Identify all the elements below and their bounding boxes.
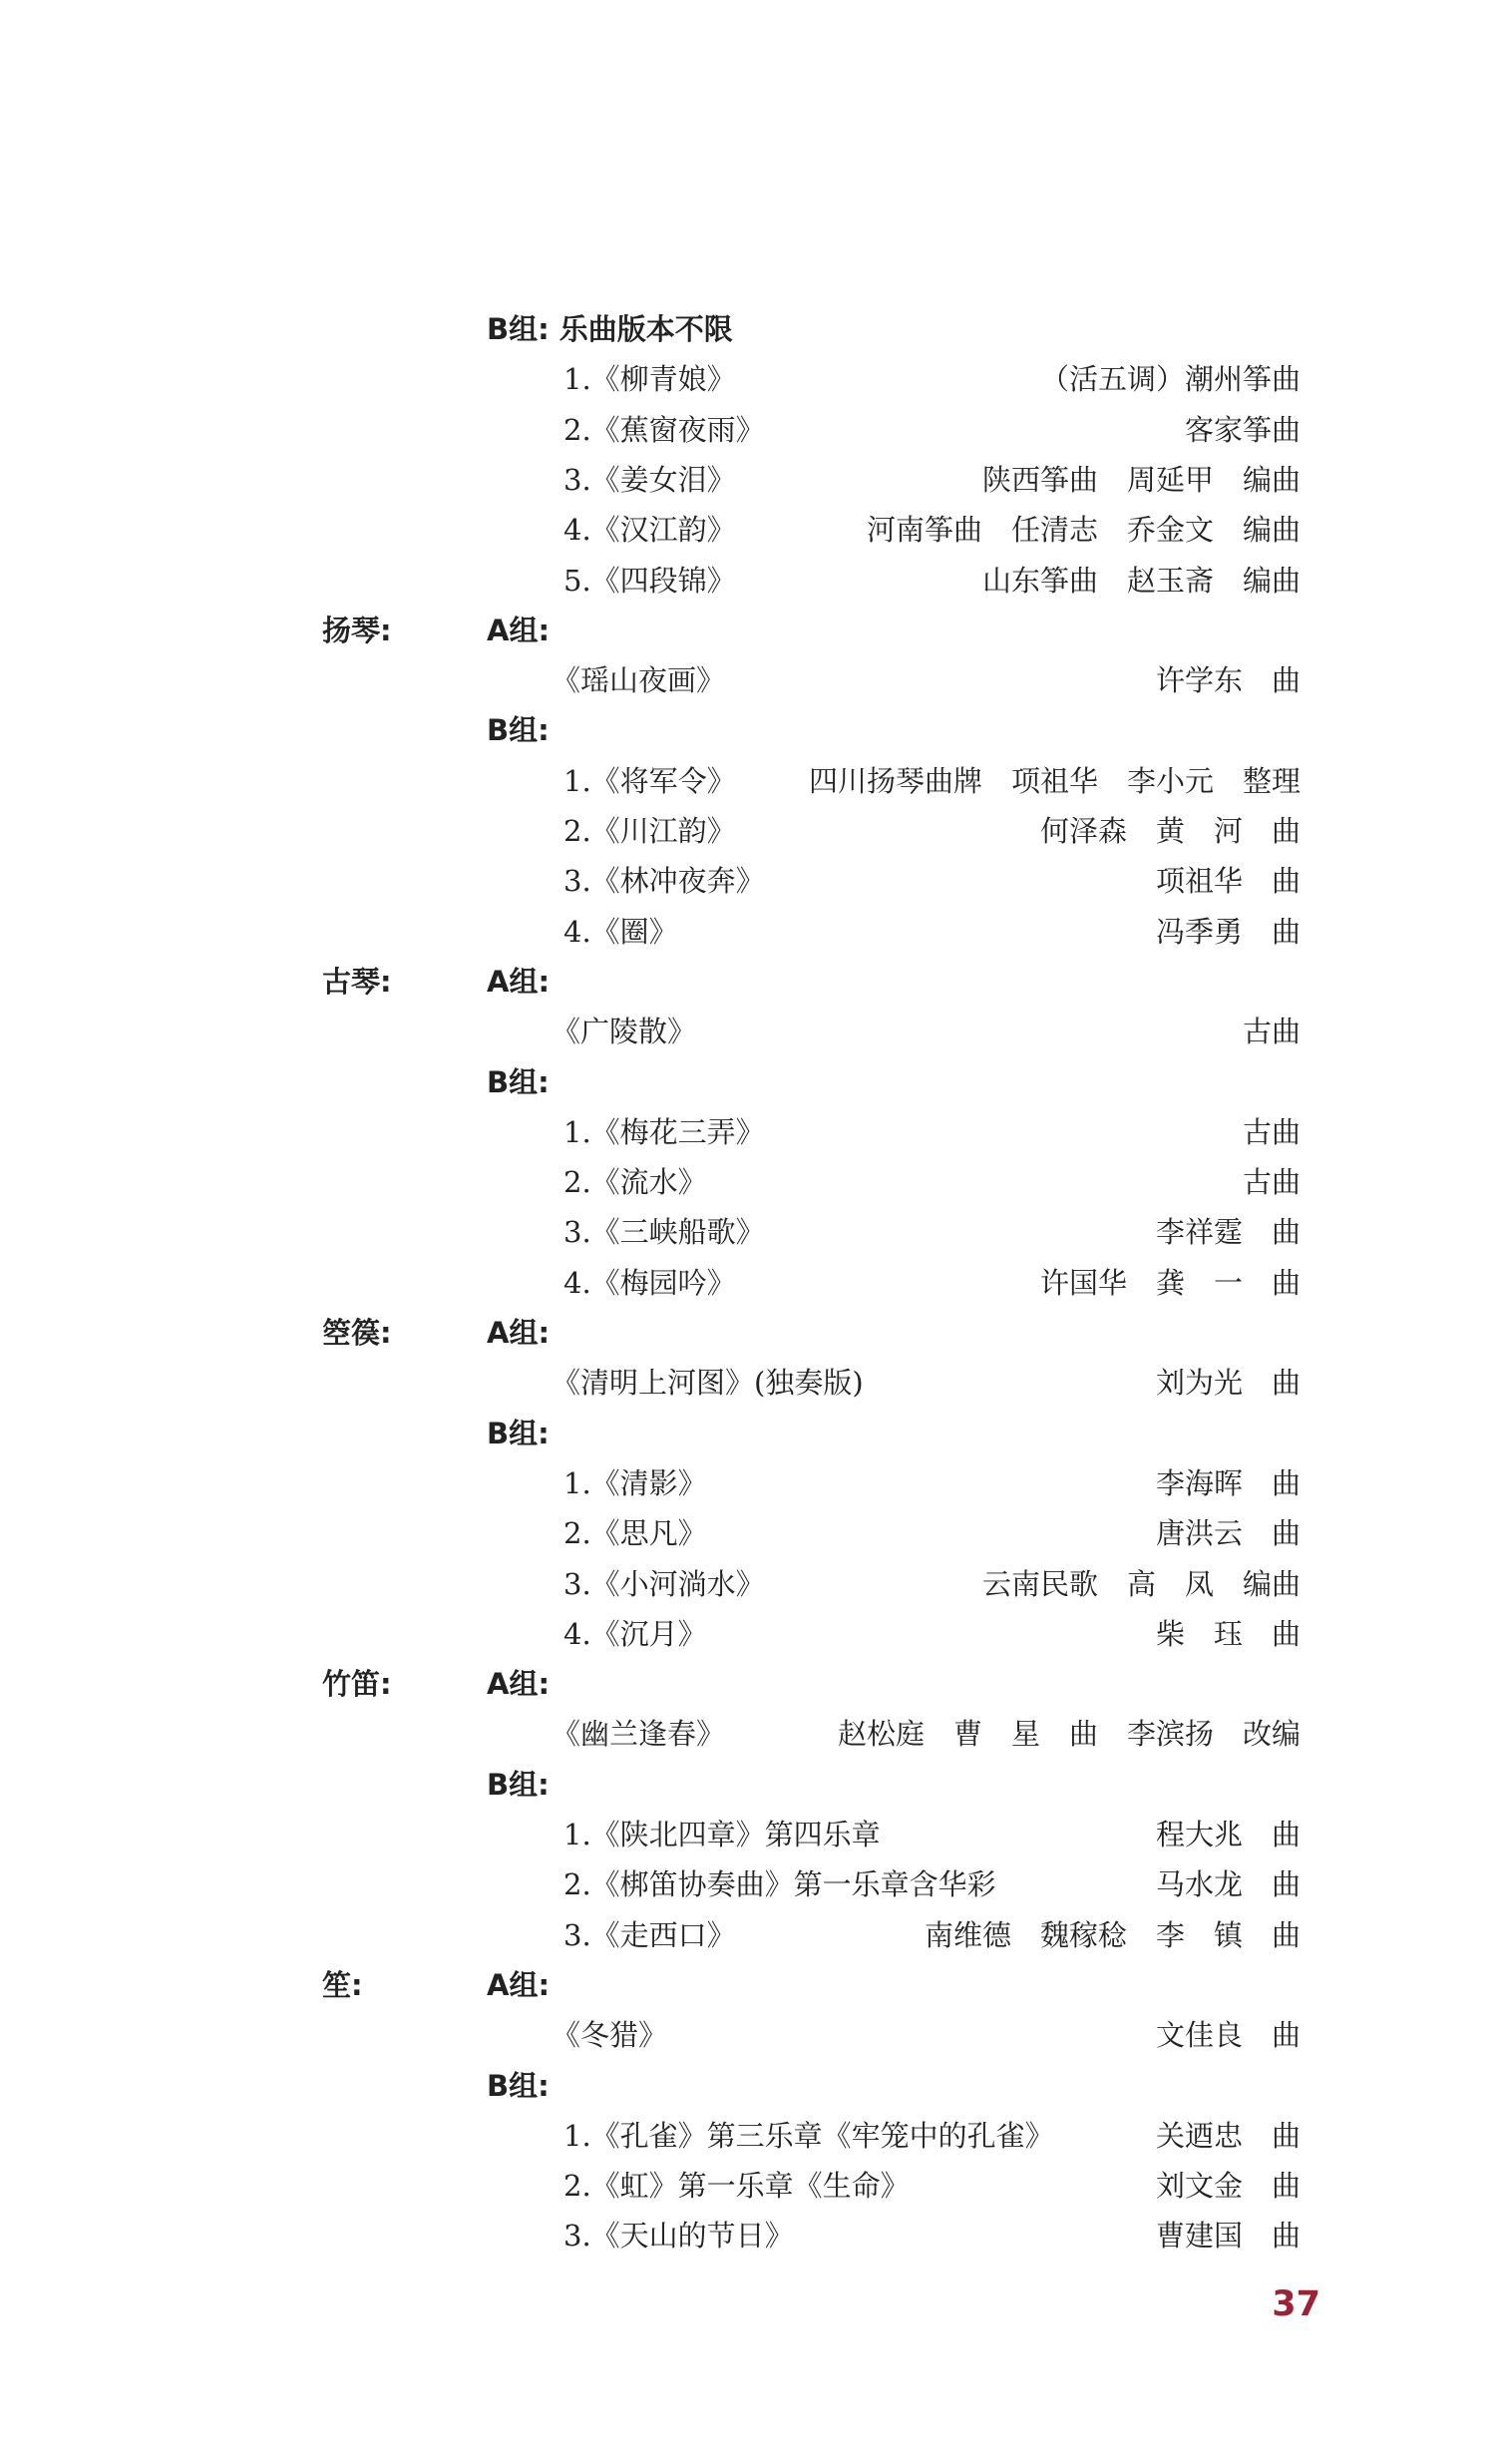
- piece-title: 2.《虹》第一乐章《生命》: [563, 2169, 910, 2203]
- group-label: B组:: [487, 1065, 550, 1099]
- composer-credit: 许国华 龚 一 曲: [1039, 1266, 1301, 1300]
- list-line: [0, 1358, 1496, 1408]
- list-line: [0, 1859, 1496, 1909]
- piece-title: 《瑶山夜画》: [552, 663, 726, 697]
- list-line: [0, 705, 1496, 755]
- list-line: [0, 1609, 1496, 1659]
- list-line: [0, 2010, 1496, 2060]
- list-line: [0, 806, 1496, 856]
- group-label: B组:: [487, 1768, 550, 1802]
- list-line: [0, 1458, 1496, 1508]
- piece-title: 1.《柳青娘》: [563, 362, 736, 396]
- group-label: B组:: [487, 1417, 550, 1450]
- piece-title: 《冬猎》: [552, 2018, 668, 2052]
- piece-title: 4.《梅园吟》: [563, 1266, 736, 1300]
- group-label: A组:: [487, 965, 551, 999]
- list-line: [0, 1308, 1496, 1358]
- list-line: [0, 907, 1496, 957]
- list-line: [0, 304, 1496, 354]
- piece-title: 4.《圈》: [563, 915, 678, 949]
- list-line: [0, 1709, 1496, 1759]
- group-label: B组: 乐曲版本不限: [487, 312, 733, 346]
- composer-credit: 何泽森 黄 河 曲: [1039, 814, 1301, 848]
- composer-credit: 李祥霆 曲: [1155, 1215, 1301, 1249]
- composer-credit: 刘文金 曲: [1155, 2169, 1301, 2203]
- list-line: [0, 1559, 1496, 1609]
- list-line: [0, 1107, 1496, 1157]
- list-line: [0, 1258, 1496, 1308]
- list-line: [0, 1810, 1496, 1859]
- piece-title: 2.《川江韵》: [563, 814, 736, 848]
- instrument-label: 古琴:: [322, 965, 392, 999]
- composer-credit: 刘为光 曲: [1155, 1366, 1301, 1400]
- composer-credit: 马水龙 曲: [1155, 1867, 1301, 1901]
- list-line: [0, 756, 1496, 806]
- piece-title: 4.《汉江韵》: [563, 513, 736, 547]
- list-line: [0, 2161, 1496, 2211]
- instrument-label: 笙:: [322, 1968, 363, 2002]
- composer-credit: 许学东 曲: [1155, 663, 1301, 697]
- composer-credit: 古曲: [1242, 1165, 1301, 1199]
- list-line: [0, 606, 1496, 655]
- piece-title: 1.《梅花三弄》: [563, 1115, 765, 1149]
- piece-title: 3.《天山的节日》: [563, 2219, 794, 2253]
- list-line: [0, 1960, 1496, 2010]
- list-line: [0, 1007, 1496, 1056]
- composer-credit: 山东筝曲 赵玉斋 编曲: [981, 564, 1301, 598]
- composer-credit: 四川扬琴曲牌 项祖华 李小元 整理: [808, 764, 1301, 798]
- piece-title: 3.《姜女泪》: [563, 463, 736, 497]
- list-line: [0, 1057, 1496, 1107]
- list-line: [0, 1508, 1496, 1558]
- list-line: [0, 1207, 1496, 1257]
- group-label: B组:: [487, 713, 550, 747]
- piece-title: 1.《孔雀》第三乐章《牢笼中的孔雀》: [563, 2119, 1054, 2153]
- list-line: [0, 1409, 1496, 1458]
- list-line: [0, 1659, 1496, 1709]
- piece-title: 《广陵散》: [552, 1015, 697, 1048]
- list-line: [0, 1910, 1496, 1960]
- composer-credit: 河南筝曲 任清志 乔金文 编曲: [866, 513, 1301, 547]
- group-label: A组:: [487, 1667, 551, 1701]
- piece-title: 1.《清影》: [563, 1466, 707, 1500]
- piece-title: 3.《走西口》: [563, 1918, 736, 1952]
- list-line: [0, 354, 1496, 404]
- composer-credit: 程大兆 曲: [1155, 1818, 1301, 1851]
- composer-credit: 古曲: [1242, 1115, 1301, 1149]
- group-label: A组:: [487, 1316, 551, 1350]
- composer-credit: 李海晖 曲: [1155, 1466, 1301, 1500]
- piece-title: 3.《三峡船歌》: [563, 1215, 765, 1249]
- piece-title: 2.《梆笛协奏曲》第一乐章含华彩: [563, 1867, 996, 1901]
- piece-title: 1.《陕北四章》第四乐章: [563, 1818, 881, 1851]
- composer-credit: 冯季勇 曲: [1155, 915, 1301, 949]
- composer-credit: 南维德 魏稼稔 李 镇 曲: [924, 1918, 1301, 1952]
- composer-credit: 赵松庭 曹 星 曲 李滨扬 改编: [837, 1717, 1301, 1751]
- composer-credit: 柴 珏 曲: [1155, 1617, 1301, 1651]
- list-line: [0, 856, 1496, 906]
- page-number: 37: [1272, 2284, 1320, 2324]
- composer-credit: 客家筝曲: [1184, 413, 1301, 447]
- piece-title: 1.《将军令》: [563, 764, 736, 798]
- composer-credit: 古曲: [1242, 1015, 1301, 1048]
- composer-credit: 唐洪云 曲: [1155, 1516, 1301, 1550]
- list-line: [0, 505, 1496, 555]
- piece-title: 《幽兰逢春》: [552, 1717, 726, 1751]
- composer-credit: 文佳良 曲: [1155, 2018, 1301, 2052]
- list-line: [0, 1760, 1496, 1810]
- list-line: [0, 957, 1496, 1007]
- piece-title: 《清明上河图》(独奏版): [552, 1366, 864, 1400]
- composer-credit: 云南民歌 高 凤 编曲: [981, 1567, 1301, 1601]
- group-label: B组:: [487, 2069, 550, 2103]
- composer-credit: 项祖华 曲: [1155, 864, 1301, 898]
- piece-title: 3.《小河淌水》: [563, 1567, 765, 1601]
- instrument-label: 箜篌:: [322, 1316, 392, 1350]
- piece-title: 2.《蕉窗夜雨》: [563, 413, 765, 447]
- group-label: A组:: [487, 1968, 551, 2002]
- list-line: [0, 455, 1496, 505]
- composer-credit: （活五调）潮州筝曲: [1039, 362, 1301, 396]
- instrument-label: 扬琴:: [322, 614, 392, 647]
- composer-credit: 关迺忠 曲: [1155, 2119, 1301, 2153]
- piece-title: 5.《四段锦》: [563, 564, 736, 598]
- piece-title: 2.《思凡》: [563, 1516, 707, 1550]
- list-line: [0, 2061, 1496, 2111]
- list-line: [0, 556, 1496, 606]
- list-line: [0, 2211, 1496, 2260]
- composer-credit: 曹建国 曲: [1155, 2219, 1301, 2253]
- list-line: [0, 2111, 1496, 2161]
- list-line: [0, 655, 1496, 705]
- composer-credit: 陕西筝曲 周延甲 编曲: [981, 463, 1301, 497]
- group-label: A组:: [487, 614, 551, 647]
- list-line: [0, 405, 1496, 455]
- piece-title: 4.《沉月》: [563, 1617, 707, 1651]
- piece-title: 3.《林冲夜奔》: [563, 864, 765, 898]
- piece-title: 2.《流水》: [563, 1165, 707, 1199]
- instrument-label: 竹笛:: [322, 1667, 392, 1701]
- list-line: [0, 1157, 1496, 1207]
